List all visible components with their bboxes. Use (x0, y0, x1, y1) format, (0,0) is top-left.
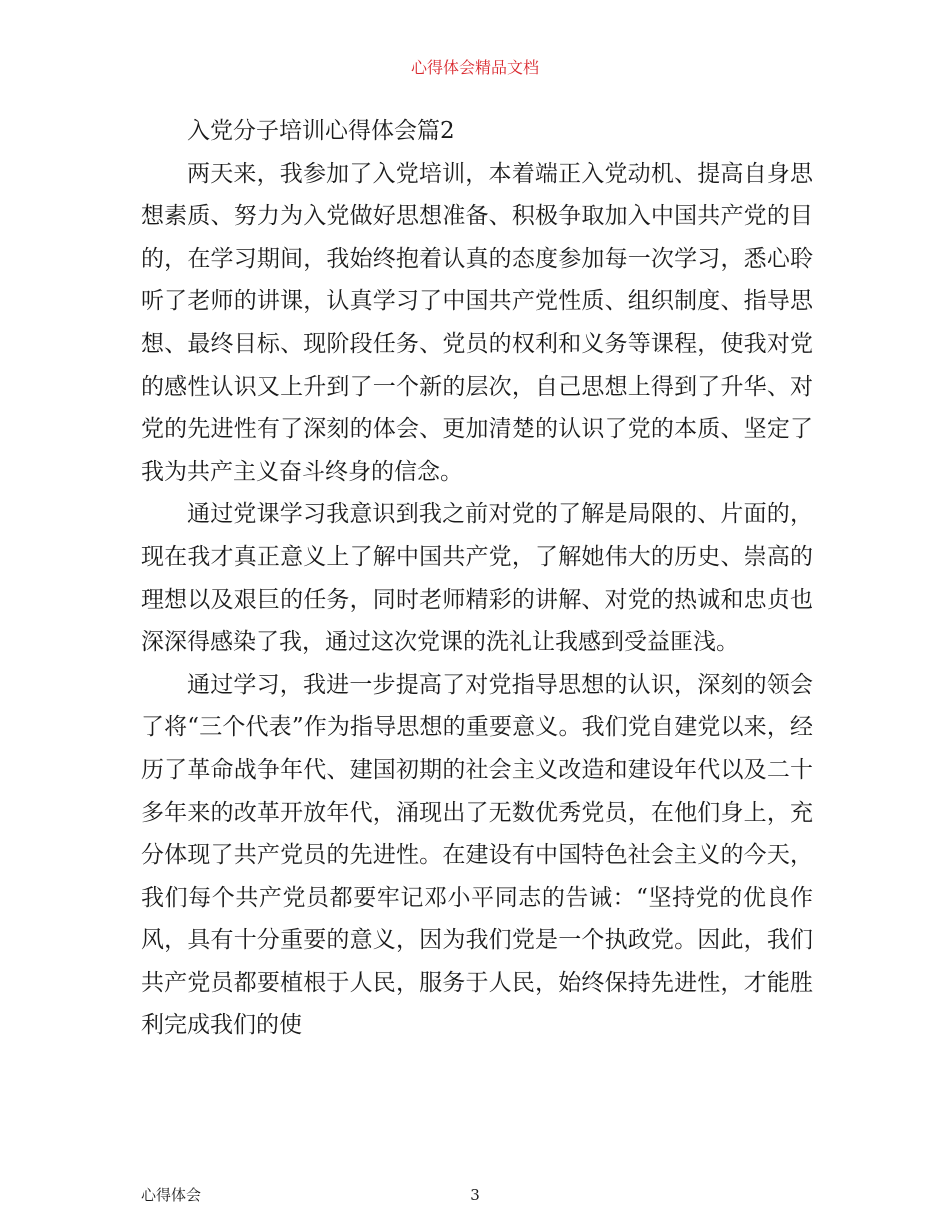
document-title: 入党分子培训心得体会篇2 (187, 118, 455, 144)
page-number: 3 (470, 1186, 480, 1204)
document-body (141, 110, 813, 1047)
page-header: 心得体会精品文档 (410, 58, 539, 77)
paragraph-2: 通过党课学习我意识到我之前对党的了解是局限的、片面的，现在我才真正意义上了解中国共产党，了解她伟大的历史、崇高的理想以及艰巨的任务，同时老师精彩的讲解、对党的热诚和忠贞也深深得感染了我，通过这次党课的洗礼让我感到受益匪浅。 (141, 501, 813, 656)
paragraph-3: 通过学习，我进一步提高了对党指导思想的认识，深刻的领会了将“三个代表”作为指导思想的重要意义。我们党自建党以来，经历了革命战争年代、建国初期的社会主义改造和建设年代以及二十多年来的改革开放年代，涌现出了无数优秀党员，在他们身上，充分体现了共产党员的先进性。在建设有中国特色社会主义的今天，我们每个共产党员都要牢记邓小平同志的告诫：“坚持党的优良作风，具有十分重要的意义，因为我们党是一个执政党。因此，我们共产党员都要植根于人民，服务于人民，始终保持先进性，才能胜利完成我们的使 (141, 671, 813, 1039)
paragraph-1: 两天来，我参加了入党培训，本着端正入党动机、提高自身思想素质、努力为入党做好思想准备、积极争取加入中国共产党的目的，在学习期间，我始终抱着认真的态度参加每一次学习，悉心聆听了老师的讲课，认真学习了中国共产党性质、组织制度、指导思想、最终目标、现阶段任务、党员的权利和义务等课程，使我对党的感性认识又上升到了一个新的层次，自己思想上得到了升华、对党的先进性有了深刻的体会、更加清楚的认识了党的本质、坚定了我为共产主义奋斗终身的信念。 (141, 160, 813, 485)
footer-label: 心得体会 (141, 1186, 202, 1204)
